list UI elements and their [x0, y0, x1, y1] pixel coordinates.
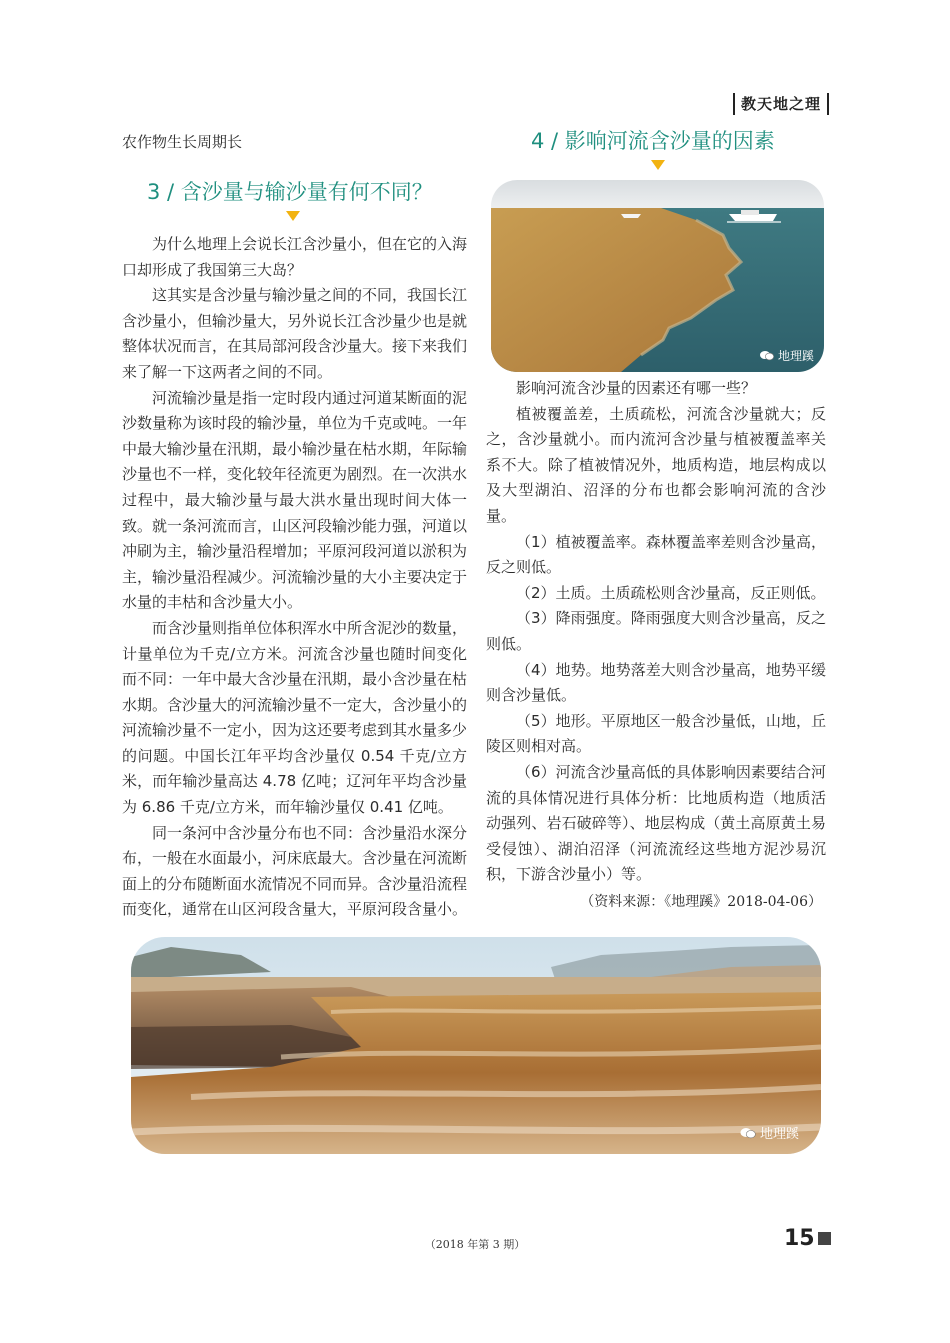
photo-watermark: [760, 347, 814, 364]
paragraph: （2）土质。土质疏松则含沙量高，反正则低。: [516, 583, 826, 602]
waterfall-photo: [131, 937, 821, 1154]
paragraph: （3）降雨强度。降雨强度大则含沙量高，反之则低。: [486, 609, 826, 653]
section-4-title: 4 / 影响河流含沙量的因素: [531, 129, 775, 153]
issue-label: （2018 年第 3 期）: [424, 1238, 526, 1251]
continued-text: 农作物生长周期长: [122, 133, 243, 151]
square-marker-icon: [818, 1232, 831, 1245]
paragraph: 河流输沙量是指一定时段内通过河道某断面的泥沙数量称为该时段的输沙量，单位为千克或吨。一年中最大输沙量在汛期，最小输沙量在枯水期，年际输沙量也不一样，变化较年径流更为剧烈。在一次洪水过程中，最大输沙量与最大洪水量出现时间大体一致。就一条河流而言，山区河段输沙能力强，河道以冲刷为主，输沙量沿程增加；平原河段河道以淤积为主，输沙量沿程减少。河流输沙量的大小主要决定于水量的丰枯和含沙量大小。: [122, 388, 468, 612]
left-column: [122, 232, 467, 923]
page-number-text: 15: [784, 1226, 815, 1251]
paragraph: （1）植被覆盖率。森林覆盖率差则含沙量高，反之则低。: [486, 532, 826, 577]
paragraph: 植被覆盖差，土质疏松，河流含沙量就大；反之，含沙量就小。而内流河含沙量与植被覆盖率关系不大。除了植被情况外，地质构造，地层构成以及大型湖泊、沼泽的分布也都会影响河流的含沙量。: [486, 404, 826, 525]
paragraph: 而含沙量则指单位体积浑水中所含泥沙的数量，计量单位为千克/立方米。河流含沙量也随时间变化而不同：一年中最大含沙量在汛期，最小含沙量在枯水期。含沙量大的河流输沙量不一定大，含沙量小的河流输沙量不一定小，因为这还要考虑到其水量多少的问题。中国长江年平均含沙量仅 0.54 千克/立方米，而年输沙量高达 4.78 亿吨；辽河年平均含沙量为 6.86 千克/立方米，而年输沙量仅 0.41 亿吨。: [122, 618, 468, 817]
section-3-title: 3 / 含沙量与输沙量有何不同？: [147, 180, 433, 204]
down-arrow-icon: [651, 160, 665, 170]
sediment-boundary-photo: [491, 180, 824, 372]
paragraph: 影响河流含沙量的因素还有哪一些？: [516, 379, 757, 397]
paragraph: （4）地势。地势落差大则含沙量高，地势平缓则含沙量低。: [486, 660, 826, 705]
paragraph: 为什么地理上会说长江含沙量小，但在它的入海口却形成了我国第三大岛？: [122, 235, 468, 279]
source-citation: （资料来源：《地理蹊》2018-04-06）: [580, 893, 822, 910]
right-column: [486, 376, 826, 915]
waterfall-illustration: [131, 937, 821, 1154]
chat-bubble-icon: [740, 1127, 756, 1139]
paragraph: 这其实是含沙量与输沙量之间的不同，我国长江含沙量小，但输沙量大，另外说长江含沙量少也是就整体状况而言，在其局部河段含沙量大。接下来我们来了解一下这两者之间的不同。: [122, 286, 468, 381]
photo-watermark: [740, 1123, 799, 1142]
sediment-boundary-illustration: [491, 180, 824, 372]
paragraph: 同一条河中含沙量分布也不同：含沙量沿水深分布，一般在水面最小，河床底最大。含沙量在河流断面上的分布随断面水流情况不同而异。含沙量沿流程而变化，通常在山区河段含量大，平原河段含量小。: [122, 823, 468, 919]
column-tag: 教天地之理: [733, 93, 829, 115]
down-arrow-icon: [286, 211, 300, 221]
page-number: [784, 1226, 831, 1251]
watermark-text: 地理蹊: [759, 1127, 799, 1142]
paragraph: （5）地形。平原地区一般含沙量低，山地，丘陵区则相对高。: [486, 711, 826, 756]
paragraph: （6）河流含沙量高低的具体影响因素要结合河流的具体情况进行具体分析：比地质构造（地质活动强列、岩石破碎等）、地层构成（黄土高原黄土易受侵蚀）、湖泊沼泽（河流流经这些地方泥沙易沉积，下游含沙量小）等。: [486, 762, 826, 884]
watermark-text: 地理蹊: [777, 349, 814, 363]
chat-bubble-icon: [760, 350, 774, 361]
